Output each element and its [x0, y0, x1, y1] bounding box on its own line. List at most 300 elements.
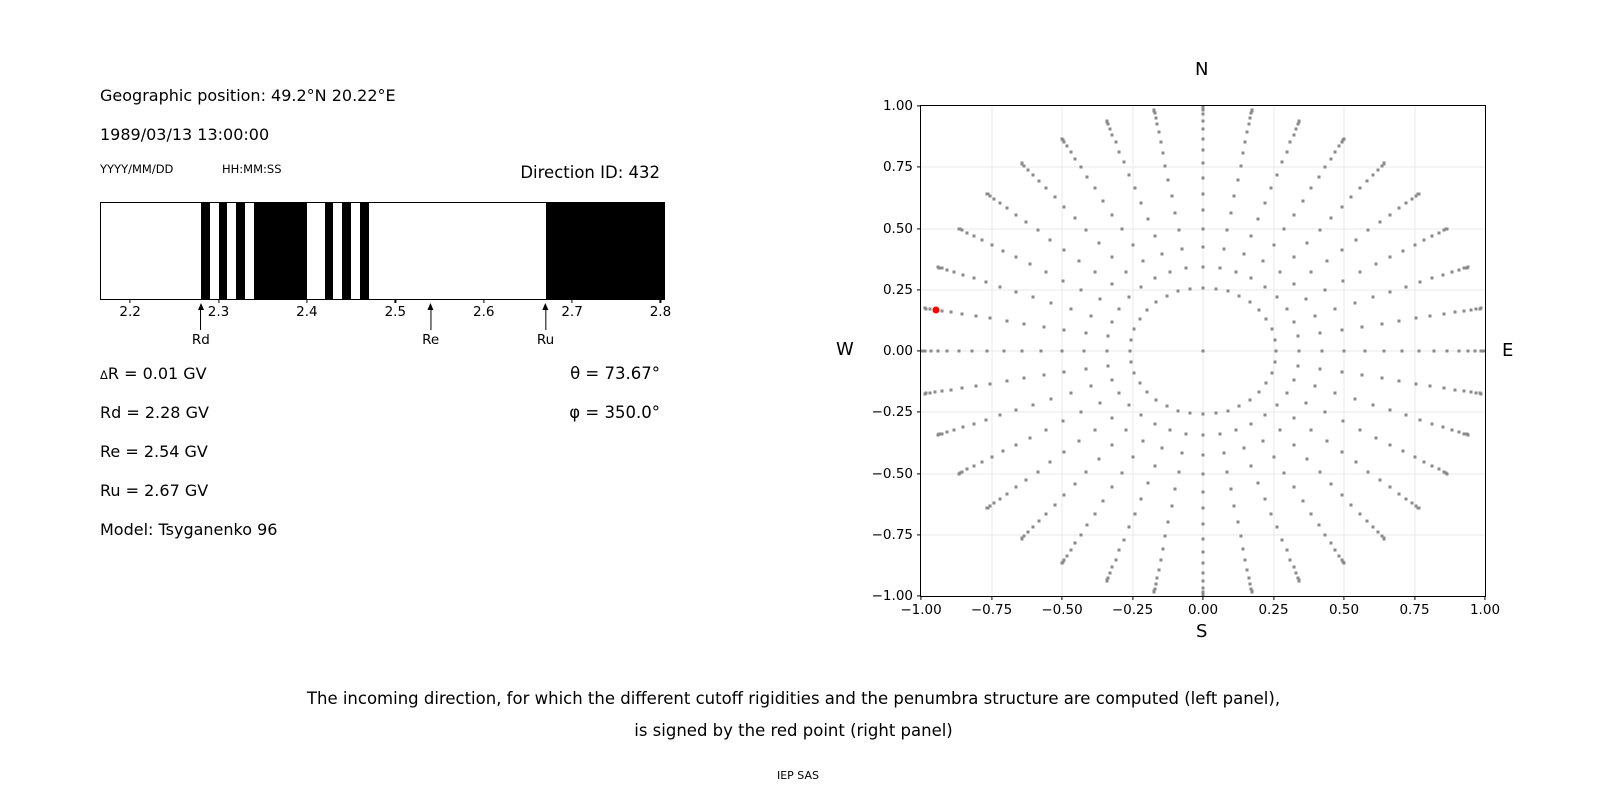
arrow-shaft [545, 310, 546, 330]
asymptotic-dot [1202, 127, 1205, 130]
asymptotic-dot [1153, 422, 1156, 425]
asymptotic-dot [1380, 322, 1383, 325]
asymptotic-dot [984, 418, 987, 421]
asymptotic-dot [1281, 161, 1284, 164]
asymptotic-dot [1244, 558, 1247, 561]
asymptotic-dot [961, 386, 964, 389]
asymptotic-dot [1111, 443, 1114, 446]
asymptotic-dot [1418, 507, 1421, 510]
x-axis-tick [1061, 596, 1062, 600]
asymptotic-dot [1265, 318, 1268, 321]
asymptotic-dot [1275, 173, 1278, 176]
asymptotic-dot [1372, 296, 1375, 299]
asymptotic-dot [980, 238, 983, 241]
asymptotic-dot [1236, 520, 1239, 523]
asymptotic-dot [1383, 162, 1386, 165]
asymptotic-dot [1462, 389, 1465, 392]
asymptotic-dot [1014, 290, 1017, 293]
asymptotic-dot [1164, 534, 1167, 537]
asymptotic-dot [1340, 206, 1343, 209]
barcode-tick [571, 299, 572, 303]
cutoff-arrow-label: Re [422, 332, 440, 348]
asymptotic-dot [1061, 279, 1064, 282]
asymptotic-dot [1185, 432, 1188, 435]
asymptotic-dot [1470, 391, 1473, 394]
asymptotic-dot [1250, 422, 1253, 425]
asymptotic-dot [1292, 486, 1295, 489]
asymptotic-dot [1084, 332, 1087, 335]
asymptotic-dot [1063, 328, 1066, 331]
asymptotic-dot [1361, 374, 1364, 377]
asymptotic-dot [1431, 465, 1434, 468]
asymptotic-dot [1161, 547, 1164, 550]
asymptotic-dot [1155, 123, 1158, 126]
asymptotic-dot [1404, 202, 1407, 205]
asymptotic-dot [1484, 350, 1486, 353]
asymptotic-dot [1173, 211, 1176, 214]
asymptotic-dot [1249, 583, 1252, 586]
asymptotic-dot [1298, 350, 1301, 353]
cutoff-arrow-re [422, 303, 439, 348]
cutoff-arrow-label: Rd [191, 332, 210, 348]
asymptotic-dot [1153, 591, 1156, 594]
asymptotic-dot [1289, 141, 1292, 144]
asymptotic-dot [1111, 256, 1114, 259]
asymptotic-dot [1079, 288, 1082, 291]
asymptotic-dot [1189, 412, 1192, 415]
asymptotic-dot [1111, 486, 1114, 489]
asymptotic-dot [1305, 298, 1308, 301]
asymptotic-dot [1325, 259, 1328, 262]
asymptotic-dot [1457, 350, 1460, 353]
asymptotic-dot [1125, 270, 1128, 273]
asymptotic-dot [1202, 433, 1205, 436]
asymptotic-dot [1466, 350, 1469, 353]
asymptotic-dot [1292, 133, 1295, 136]
asymptotic-dot [1159, 141, 1162, 144]
cutoff-arrow-ru [537, 303, 554, 348]
asymptotic-dot [1446, 227, 1449, 230]
asymptotic-dot [1338, 145, 1341, 148]
asymptotic-dot [1036, 229, 1039, 232]
asymptotic-dot [1423, 238, 1426, 241]
asymptotic-dot [1354, 238, 1357, 241]
asymptotic-dot [1074, 542, 1077, 545]
asymptotic-dot [1248, 301, 1251, 304]
asymptotic-dot [966, 231, 969, 234]
asymptotic-dot [1250, 108, 1253, 111]
asymptotic-dot [1073, 217, 1076, 220]
asymptotic-dot [1093, 271, 1096, 274]
asymptotic-dot [1128, 296, 1131, 299]
asymptotic-dot [1202, 572, 1205, 575]
asymptotic-dot [1063, 371, 1066, 374]
barcode-tick-label: 2.8 [649, 304, 672, 320]
asymptotic-dot [1292, 256, 1295, 259]
asymptotic-dot [957, 472, 960, 475]
barcode-tick [130, 299, 131, 303]
asymptotic-dot [1292, 566, 1295, 569]
asymptotic-dot [928, 308, 931, 311]
asymptotic-dot [1086, 523, 1089, 526]
asymptotic-dot [1389, 409, 1392, 412]
penumbra-barcode-plot [100, 202, 672, 348]
forbidden-band [325, 203, 334, 299]
asymptotic-dot [937, 350, 940, 353]
asymptotic-dot [1202, 537, 1205, 540]
asymptotic-dot [985, 192, 988, 195]
asymptotic-dot [1242, 152, 1245, 155]
x-axis-tick-label: 0.75 [1399, 602, 1430, 618]
asymptotic-dot [1202, 350, 1205, 353]
asymptotic-dot [1128, 173, 1131, 176]
asymptotic-dot [1317, 176, 1320, 179]
asymptotic-dot [1462, 310, 1465, 313]
asymptotic-dot [1025, 220, 1028, 223]
asymptotic-dot [1363, 350, 1366, 353]
asymptotic-dot [1404, 285, 1407, 288]
asymptotic-dot [1133, 512, 1136, 515]
asymptotic-dot [1040, 350, 1043, 353]
asymptotic-dot [946, 350, 949, 353]
asymptotic-dot [1105, 350, 1108, 353]
penumbra-bands-area [101, 203, 664, 299]
asymptotic-dot [924, 307, 927, 310]
y-axis-tick-label: 0.50 [882, 220, 913, 237]
asymptotic-dot [1202, 149, 1205, 152]
asymptotic-dot [1250, 591, 1253, 594]
arrow-up-icon [198, 303, 204, 310]
asymptotic-dot [1431, 422, 1434, 425]
asymptotic-dot [1202, 562, 1205, 565]
asymptotic-dot [1401, 350, 1404, 353]
asymptotic-dot [1202, 119, 1205, 122]
asymptotic-dot [941, 389, 944, 392]
asymptotic-dot [1078, 440, 1081, 443]
asymptotic-dot [1402, 450, 1405, 453]
asymptotic-dot [1389, 443, 1392, 446]
asymptotic-dot [1354, 461, 1357, 464]
forbidden-band [360, 203, 369, 299]
asymptotic-dot [1380, 377, 1383, 380]
asymptotic-dot [972, 277, 975, 280]
asymptotic-dot [1006, 207, 1009, 210]
asymptotic-dot [1014, 256, 1017, 259]
asymptotic-dot [1340, 371, 1343, 374]
asymptotic-dot [1098, 457, 1101, 460]
x-axis-tick [991, 596, 992, 600]
asymptotic-dot [1042, 374, 1045, 377]
asymptotic-dot [1350, 503, 1353, 506]
asymptotic-dot [1372, 526, 1375, 529]
asymptotic-dot [972, 234, 975, 237]
asymptotic-dot [1466, 266, 1469, 269]
forbidden-band [254, 203, 307, 299]
asymptotic-dot [1479, 307, 1482, 310]
asymptotic-dot [1446, 350, 1449, 353]
asymptotic-dot [1374, 263, 1377, 266]
forbidden-band [236, 203, 245, 299]
asymptotic-dot [1343, 137, 1346, 140]
asymptotic-dot [1238, 404, 1241, 407]
asymptotic-dot [1250, 277, 1253, 280]
asymptotic-dot [1397, 492, 1400, 495]
asymptotic-dot [1389, 290, 1392, 293]
asymptotic-dot [1153, 108, 1156, 111]
asymptotic-dot [1285, 391, 1288, 394]
asymptotic-dot [1248, 123, 1251, 126]
asymptotic-dot [1121, 471, 1124, 474]
asymptotic-dot [1218, 267, 1221, 270]
asymptotic-dot [999, 414, 1002, 417]
asymptotic-dot [1042, 325, 1045, 328]
asymptotic-dot [1165, 295, 1168, 298]
asymptotic-dot [1202, 209, 1205, 212]
y-axis-tick-label: −0.50 [871, 465, 913, 482]
asymptotic-dot [1410, 502, 1413, 505]
asymptotic-dot [1031, 526, 1034, 529]
asymptotic-dot [1140, 497, 1143, 500]
asymptotic-dot [974, 315, 977, 318]
caption-line-1: The incoming direction, for which the different cutoff rigidities and the penumbra structure are computed (left panel), [306, 689, 1281, 708]
asymptotic-dot [1305, 401, 1308, 404]
asymptotic-dot [1366, 179, 1369, 182]
asymptotic-dot [1128, 403, 1131, 406]
asymptotic-dot [1111, 378, 1114, 381]
barcode-tick-label: 2.2 [119, 304, 141, 320]
asymptotic-dot [1321, 350, 1324, 353]
asymptotic-dot [1334, 308, 1337, 311]
asymptotic-dot [1292, 213, 1295, 216]
asymptotic-dot [1020, 350, 1023, 353]
asymptotic-dot [1377, 531, 1380, 534]
asymptotic-dot [1329, 157, 1332, 160]
asymptotic-dot [961, 274, 964, 277]
asymptotic-dot [1098, 298, 1101, 301]
y-axis-tick-label: −0.25 [871, 404, 913, 421]
x-axis-tick [920, 596, 921, 600]
asymptotic-dot [952, 428, 955, 431]
asymptotic-dot [1061, 562, 1064, 565]
asymptotic-dot [1131, 243, 1134, 246]
asymptotic-dot [1270, 512, 1273, 515]
asymptotic-dot [1181, 451, 1184, 454]
asymptotic-dot [1451, 271, 1454, 274]
asymptotic-dot [1244, 141, 1247, 144]
asymptotic-dot [1292, 321, 1295, 324]
asymptotic-dot [1006, 492, 1009, 495]
asymptotic-dot [1293, 283, 1296, 286]
asymptotic-dot [1234, 271, 1237, 274]
asymptotic-dot [1189, 287, 1192, 290]
barcode-tick-label: 2.6 [472, 304, 495, 320]
asymptotic-dot [1111, 321, 1114, 324]
asymptotic-dot [1263, 414, 1266, 417]
asymptotic-dot [1442, 313, 1445, 316]
gridline-horizontal [921, 289, 1485, 290]
asymptotic-dot [985, 350, 988, 353]
asymptotic-dot [1446, 472, 1449, 475]
asymptotic-dot [1173, 488, 1176, 491]
asymptotic-dot [1457, 430, 1460, 433]
asymptotic-dot [1181, 248, 1184, 251]
asymptotic-dot [1202, 550, 1205, 553]
asymptotic-dot [1025, 479, 1028, 482]
asymptotic-dot [1202, 106, 1205, 108]
asymptotic-dot [1340, 328, 1343, 331]
barcode-tick [218, 299, 219, 303]
asymptotic-dot [961, 229, 964, 232]
asymptotic-dot [1049, 238, 1052, 241]
asymptotic-dot [1295, 127, 1298, 130]
asymptotic-dot [1292, 378, 1295, 381]
asymptotic-dot [1429, 315, 1432, 318]
forbidden-band [546, 203, 664, 299]
asymptotic-dot [993, 502, 996, 505]
re-value: Re = 2.54 GV [100, 442, 208, 461]
ru-value: Ru = 2.67 GV [100, 481, 209, 500]
asymptotic-dot [1128, 526, 1131, 529]
x-axis-tick [1484, 596, 1485, 600]
asymptotic-dot [1470, 308, 1473, 311]
asymptotic-dot [985, 507, 988, 510]
asymptotic-dot [1318, 470, 1321, 473]
delta-symbol: Δ [100, 368, 108, 382]
asymptotic-dot [1121, 228, 1124, 231]
asymptotic-dot [1474, 350, 1477, 353]
asymptotic-dot [1133, 371, 1136, 374]
asymptotic-dot [1313, 385, 1316, 388]
asymptotic-dot [1282, 228, 1285, 231]
asymptotic-dot [1108, 127, 1111, 130]
asymptotic-dot [999, 202, 1002, 205]
asymptotic-dot [1065, 145, 1068, 148]
asymptotic-dot [1410, 197, 1413, 200]
asymptotic-dot [972, 422, 975, 425]
asymptotic-dot [1069, 308, 1072, 311]
asymptotic-dot [1239, 165, 1242, 168]
asymptotic-dot [1338, 554, 1341, 557]
asymptotic-dot [1079, 533, 1082, 536]
asymptotic-dot [1153, 112, 1156, 115]
asymptotic-dot [1343, 350, 1346, 353]
asymptotic-dot [1222, 451, 1225, 454]
asymptotic-dot [974, 384, 977, 387]
asymptotic-dot [1177, 470, 1180, 473]
asymptotic-dot [989, 317, 992, 320]
asymptotic-dot [1111, 133, 1114, 136]
asymptotic-dot [952, 271, 955, 274]
asymptotic-dot [1437, 468, 1440, 471]
x-axis-tick [1343, 596, 1344, 600]
asymptotic-dot [1031, 173, 1034, 176]
asymptotic-dot [1093, 512, 1096, 515]
asymptotic-dot [941, 267, 944, 270]
asymptotic-dot [1005, 380, 1008, 383]
x-axis-tick [1202, 596, 1203, 600]
asymptotic-dot [1074, 157, 1077, 160]
asymptotic-dot [1140, 414, 1143, 417]
asymptotic-dot [1442, 425, 1445, 428]
asymptotic-dot [1161, 152, 1164, 155]
asymptotic-dot [1273, 338, 1276, 341]
asymptotic-dot [1130, 338, 1133, 341]
asymptotic-dot [1246, 568, 1249, 571]
asymptotic-dot [1029, 263, 1032, 266]
asymptotic-dot [1372, 403, 1375, 406]
asymptotic-dot [1202, 286, 1205, 289]
asymptotic-dot [1272, 243, 1275, 246]
compass-east-label: E [1502, 340, 1514, 361]
asymptotic-dot [1350, 196, 1353, 199]
asymptotic-dot [1429, 384, 1432, 387]
asymptotic-dot [1155, 301, 1158, 304]
forbidden-band [219, 203, 228, 299]
asymptotic-dot [1257, 390, 1260, 393]
asymptotic-dot [1154, 583, 1157, 586]
asymptotic-dot [1301, 500, 1304, 503]
asymptotic-dot [1242, 447, 1245, 450]
asymptotic-dot [1107, 335, 1110, 338]
asymptotic-dot [933, 391, 936, 394]
asymptotic-dot [1031, 403, 1034, 406]
asymptotic-dot [1169, 428, 1172, 431]
asymptotic-dot [921, 350, 923, 353]
asymptotic-dot [1110, 416, 1113, 419]
asymptotic-dot [1110, 283, 1113, 286]
asymptotic-dot [1146, 309, 1149, 312]
asymptotic-dot [1310, 512, 1313, 515]
asymptotic-dot [1050, 398, 1053, 401]
asymptotic-dot [1442, 386, 1445, 389]
asymptotic-dot [1242, 252, 1245, 255]
y-axis-tick-label: −1.00 [871, 588, 913, 604]
asymptotic-dot [1061, 420, 1064, 423]
y-axis-tick [917, 350, 921, 351]
asymptotic-dot [1431, 277, 1434, 280]
asymptotic-dot [1418, 350, 1421, 353]
barcode-tick-label: 2.7 [561, 304, 583, 320]
asymptotic-dot [1398, 319, 1401, 322]
asymptotic-dot [1107, 123, 1110, 126]
asymptotic-dot [1367, 229, 1370, 232]
asymptotic-dot [1082, 350, 1085, 353]
asymptotic-dot [1275, 403, 1278, 406]
caption-line-2: is signed by the red point (right panel) [634, 721, 953, 740]
asymptotic-dot [1157, 131, 1160, 134]
asymptotic-dot [1402, 249, 1405, 252]
asymptotic-dot [1093, 187, 1096, 190]
asymptotic-dot [946, 430, 949, 433]
asymptotic-dot [1133, 328, 1136, 331]
asymptotic-dot [1154, 116, 1157, 119]
asymptotic-dot [961, 470, 964, 473]
asymptotic-dot [1358, 428, 1361, 431]
asymptotic-dot [1226, 290, 1229, 293]
asymptotic-dot [1414, 382, 1417, 385]
barcode-tick [395, 299, 396, 303]
asymptotic-dot [1177, 290, 1180, 293]
asymptotic-dot [1102, 500, 1105, 503]
asymptotic-dot [1453, 311, 1456, 314]
x-axis-tick-label: −0.75 [970, 602, 1013, 618]
y-axis-tick [917, 473, 921, 474]
asymptotic-dot [1270, 328, 1273, 331]
asymptotic-dot [1431, 234, 1434, 237]
asymptotic-dot [1138, 381, 1141, 384]
asymptotic-dot [1261, 439, 1264, 442]
y-axis-tick [917, 105, 921, 106]
